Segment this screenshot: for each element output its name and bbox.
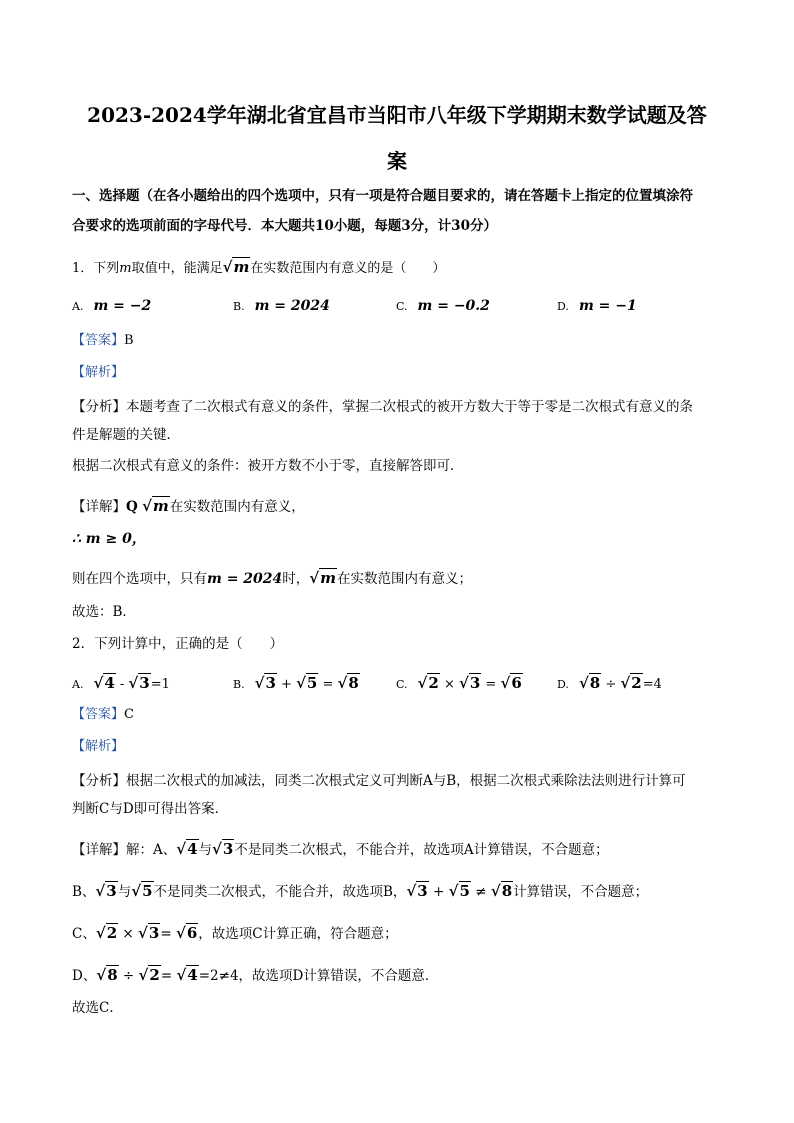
q2-fenxi-line2: 判断C与D即可得出答案． — [72, 801, 229, 817]
q1-stem-b: 取值中，能满足 — [131, 261, 223, 276]
q1-detail-line3: 则在四个选项中，只有m = 2024时，√m在实数范围内有意义； — [72, 569, 472, 587]
q2-stem: 2．下列计算中，正确的是（ ） — [72, 636, 284, 652]
q1-stem-c: 在实数范围内有意义的是（ ） — [250, 261, 446, 276]
q2-detail-a: 【详解】解：A、√4与√3不是同类二次根式，不能合并，故选项A计算错误，不合题意； — [72, 840, 609, 858]
section1-heading-line1: 一、选择题（在各小题给出的四个选项中，只有一项是符合题目要求的，请在答题卡上指定的位置填涂符 — [72, 188, 693, 204]
sqrt-m-formula: √m — [309, 569, 336, 587]
q1-fenxi-line1: 【分析】本题考查了二次根式有意义的条件，掌握二次根式的被开方数大于等于零是二次根式有意义的条 — [72, 399, 693, 415]
section1-heading-line2: 合要求的选项前面的字母代号．本大题共10小题，每题3分，计30分） — [72, 218, 497, 234]
q1-option-a: A. m = −2 — [72, 298, 152, 314]
q1-detail-line2: ∴ m ≥ 0， — [72, 531, 146, 547]
q1-option-d: D. m = −1 — [557, 298, 637, 314]
q1-option-b: B. m = 2024 — [233, 298, 330, 314]
q1-stem-a: 1．下列 — [72, 261, 120, 276]
document-title-line2: 案 — [387, 149, 407, 173]
document-title-line1: 2023-2024学年湖北省宜昌市当阳市八年级下学期期末数学试题及答 — [87, 103, 707, 127]
q1-stem-var: m — [119, 261, 132, 276]
q1-fenxi-line3: 根据二次根式有意义的条件：被开方数不小于零，直接解答即可． — [72, 458, 464, 474]
q1-answer: 【答案】B — [72, 333, 134, 348]
sqrt-m-formula: √m — [142, 497, 169, 515]
q2-option-c: C. √2 × √3 = √6 — [396, 674, 522, 692]
q2-detail-c: C、√2 × √3= √6，故选项C计算正确，符合题意； — [72, 924, 398, 942]
q2-option-d: D. √8 ÷ √2=4 — [557, 674, 662, 692]
q2-detail-d: D、√8 ÷ √2= √4=2≠4，故选项D计算错误，不合题意． — [72, 966, 439, 984]
q2-option-b: B. √3 + √5 = √8 — [233, 674, 359, 692]
q2-option-a: A. √4 - √3=1 — [72, 674, 170, 692]
q1-jiexi-tag: 【解析】 — [72, 365, 125, 380]
q2-jiexi-tag: 【解析】 — [72, 739, 125, 754]
q2-fenxi-line1: 【分析】根据二次根式的加减法，同类二次根式定义可判断A与B，根据二次根式乘除法法则进行计算可 — [72, 773, 686, 789]
q2-detail-b: B、√3与√5不是同类二次根式，不能合并，故选项B，√3 + √5 ≠ √8计算错误，不合题意； — [72, 882, 649, 900]
q1-fenxi-line2: 件是解题的关键． — [72, 427, 180, 443]
q2-answer: 【答案】C — [72, 707, 134, 722]
q1-detail-line1: 【详解】Q √m在实数范围内有意义， — [72, 497, 305, 515]
q1-choose: 故选：B． — [72, 604, 136, 620]
sqrt-m-formula: √m — [222, 258, 250, 276]
q2-choose: 故选C． — [72, 1000, 123, 1016]
q1-option-c: C. m = −0.2 — [396, 298, 490, 314]
q1-stem — [72, 258, 445, 278]
